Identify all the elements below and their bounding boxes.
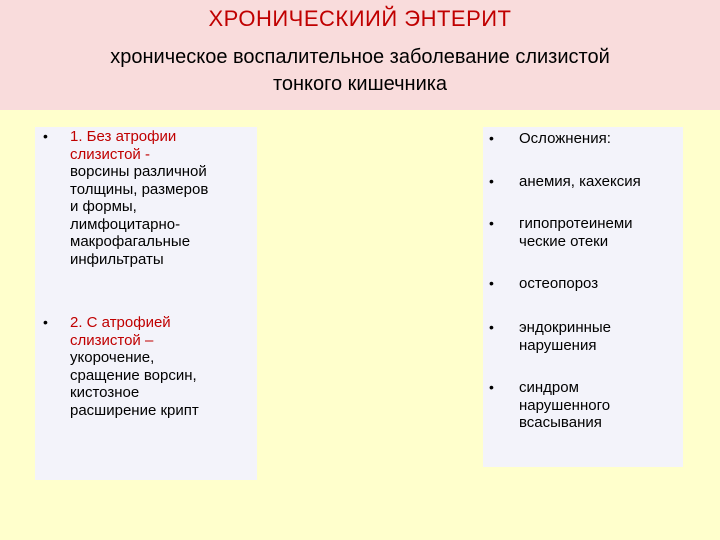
bullet-marker: • <box>489 173 494 189</box>
item-text: нарушения <box>519 336 597 354</box>
list-item-with-atrophy <box>70 314 199 419</box>
bullet-marker: • <box>43 128 48 144</box>
bullet-marker: • <box>489 379 494 395</box>
slide-subtitle <box>0 44 720 98</box>
item-text: сращение ворсин, <box>70 366 197 384</box>
item-heading: 1. Без атрофии <box>70 128 177 145</box>
item-text: гипопротеинеми <box>519 215 633 232</box>
header-banner <box>0 0 720 110</box>
item-text: расширение крипт <box>70 401 199 419</box>
subtitle-line-2: тонкого кишечника <box>272 73 448 95</box>
item-text: анемия, кахексия <box>519 173 641 190</box>
bullet-marker: • <box>489 275 494 291</box>
item-heading: слизистой – <box>70 331 154 349</box>
bullet-marker: • <box>489 130 494 146</box>
item-text: толщины, размеров <box>70 180 209 198</box>
item-text: синдром <box>519 379 579 396</box>
list-item-malabsorption <box>519 379 610 432</box>
item-heading: слизистой - <box>70 145 150 163</box>
item-text: ворсины различной <box>70 163 207 180</box>
item-text: всасывания <box>519 414 602 431</box>
item-text: остеопороз <box>519 275 599 292</box>
item-text: и формы, <box>70 198 137 215</box>
item-text: укорочение, <box>70 349 155 366</box>
item-text: нарушенного <box>519 396 611 414</box>
bullet-marker: • <box>43 314 48 330</box>
list-item-endocrine <box>519 319 611 354</box>
item-text: эндокринные <box>519 319 612 336</box>
list-item-edema <box>519 215 633 250</box>
item-text: кистозное <box>70 384 140 401</box>
list-item-complications <box>519 130 611 148</box>
bullet-marker: • <box>489 215 494 231</box>
bullet-marker: • <box>489 319 494 335</box>
slide-title: ХРОНИЧЕСКИИЙ ЭНТЕРИТ <box>208 6 512 31</box>
item-text: макрофагальные <box>70 233 191 250</box>
item-text: Осложнения: <box>519 130 611 147</box>
item-text: ческие отеки <box>519 232 609 250</box>
subtitle-line-1: хроническое воспалительное заболевание слизистой <box>110 46 610 68</box>
list-item-no-atrophy <box>70 128 208 268</box>
item-text: инфильтраты <box>70 250 164 268</box>
list-item-anemia <box>519 173 641 191</box>
list-item-osteoporosis <box>519 275 598 293</box>
item-text: лимфоцитарно- <box>70 215 181 233</box>
item-heading: 2. С атрофией <box>70 314 171 331</box>
